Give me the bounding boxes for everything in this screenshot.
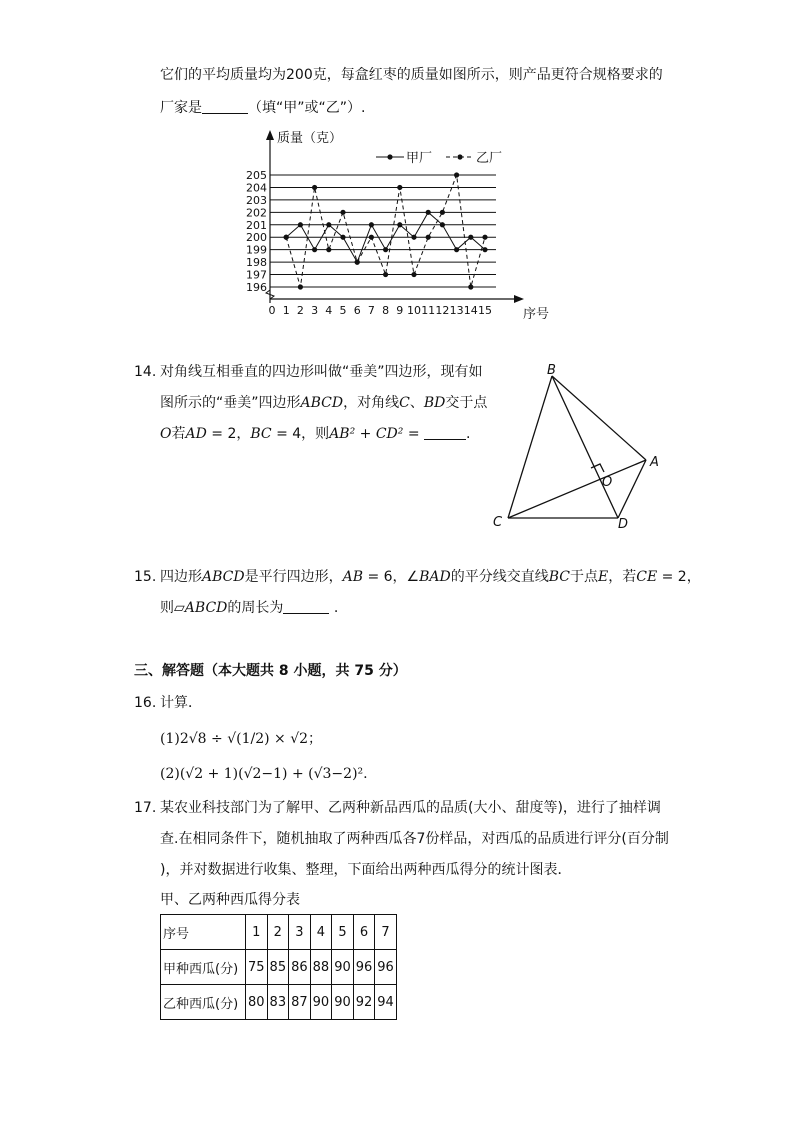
- table-cell: 94: [375, 985, 397, 1020]
- x-tick-label: 8: [382, 304, 390, 317]
- q15-l2a: 则▱: [160, 600, 185, 616]
- q17-number: 17.: [134, 800, 157, 816]
- q13-text-line2b: （填“甲”或“乙”）.: [248, 100, 366, 116]
- x-tick-label: 15: [478, 304, 492, 317]
- q14-number: 14.: [134, 364, 157, 380]
- series-1-point: [369, 222, 374, 227]
- q15-l1e: = 6，∠: [363, 569, 420, 585]
- y-tick-label: 201: [246, 218, 267, 232]
- legend-marker-1: [387, 154, 392, 159]
- x-tick-label: 4: [325, 304, 333, 317]
- x-tick-label: 10: [407, 304, 421, 317]
- q17-line2: 查.在相同条件下，随机抽取了两种西瓜各7份样品，对西瓜的品质进行评分(百分制: [160, 831, 669, 847]
- series-2-point: [369, 235, 374, 240]
- table-cell: 90: [332, 985, 354, 1020]
- y-axis-arrow: [266, 130, 274, 140]
- legend-marker-2: [457, 154, 462, 159]
- x-tick-label: 13: [449, 304, 464, 317]
- edge-BA: [552, 376, 646, 460]
- answer-blank: [202, 99, 248, 114]
- q15-l1l: CE: [636, 569, 658, 585]
- series-2-point: [468, 284, 473, 289]
- q14-l2d: C: [399, 395, 410, 411]
- q17-line1: 某农业科技部门为了解甲、乙两种新品西瓜的品质(大小、甜度等)，进行了抽样调: [160, 800, 661, 816]
- diagonal-BD: [552, 376, 618, 518]
- q15-line1: [160, 567, 701, 587]
- q16-title: 计算．: [160, 695, 202, 711]
- section-heading: 三、解答题（本大题共 8 小题，共 75 分）: [134, 663, 407, 679]
- label-C: C: [493, 515, 503, 530]
- q15-l1j: E: [598, 569, 609, 585]
- mass-line-chart: [236, 128, 566, 328]
- y-tick-label: 199: [246, 243, 267, 257]
- x-tick-label: 7: [367, 304, 375, 317]
- series-1-point: [383, 247, 388, 252]
- table-cell: 75: [246, 950, 268, 985]
- q14-l2a: 图所示的“垂美”四边形: [160, 395, 301, 411]
- chart-series: [284, 172, 488, 289]
- label-D: D: [618, 517, 629, 532]
- watermelon-score-table: [160, 914, 397, 1020]
- series-1-point: [312, 247, 317, 252]
- edge-AD: [618, 460, 646, 518]
- table-cell: 83: [267, 985, 289, 1020]
- series-2-point: [411, 272, 416, 277]
- y-tick-label: 202: [246, 206, 267, 220]
- q14-l3h: .: [466, 426, 471, 442]
- q15-answer-blank: [283, 599, 329, 614]
- series-1-point: [426, 210, 431, 215]
- series-2-point: [284, 235, 289, 240]
- table-header-row: [161, 915, 397, 950]
- q16-number: 16.: [134, 695, 157, 711]
- x-tick-label: 5: [339, 304, 347, 317]
- q15-line2: [160, 598, 338, 618]
- label-B: B: [547, 363, 556, 378]
- series-1-point: [440, 222, 445, 227]
- q15-l2b: ABCD: [184, 600, 228, 616]
- q13-text-line2a: 厂家是: [160, 100, 202, 116]
- q13-text-line1: 它们的平均质量均为200克，每盒红枣的质量如图所示，则产品更符合规格要求的: [160, 67, 663, 83]
- table-cell: 96: [353, 950, 375, 985]
- edge-CB: [508, 376, 552, 518]
- q15-l1h: BC: [548, 569, 570, 585]
- q14-answer-blank: [424, 425, 466, 440]
- chart-legend: [376, 151, 502, 166]
- y-tick-label: 203: [246, 193, 267, 207]
- series-1-point: [454, 247, 459, 252]
- legend-label-1: 甲厂: [406, 151, 433, 166]
- q14-l2f: BD: [423, 395, 446, 411]
- x-tick-label: 12: [435, 304, 450, 317]
- table-cell: 4: [310, 915, 332, 950]
- series-2-point: [340, 210, 345, 215]
- q14-line1: 对角线互相垂直的四边形叫做“垂美”四边形，现有如: [160, 364, 483, 380]
- q14-l3a: O: [160, 426, 172, 442]
- q14-l3e: BC: [250, 426, 272, 442]
- series-line-2: [286, 175, 485, 287]
- series-1-point: [411, 235, 416, 240]
- x-tick-label: 11: [421, 304, 436, 317]
- q15-l1b: ABCD: [202, 569, 245, 585]
- table-cell: 90: [332, 950, 354, 985]
- table-cell: 6: [353, 915, 375, 950]
- series-2-point: [454, 172, 459, 177]
- series-2-point: [326, 247, 331, 252]
- q15-l1m: = 2，: [657, 569, 701, 585]
- table-cell: 90: [310, 985, 332, 1020]
- q15-l1d: AB: [342, 569, 364, 585]
- x-axis-title: 序号: [523, 307, 550, 322]
- y-axis-title: 质量（克）: [277, 131, 343, 146]
- table-cell: 80: [246, 985, 268, 1020]
- y-tick-label: 198: [246, 256, 267, 270]
- q14-line2: [160, 393, 487, 413]
- table-cell: 87: [289, 985, 311, 1020]
- series-1-point: [482, 247, 487, 252]
- table-cell: 1: [246, 915, 268, 950]
- table-row: [161, 950, 397, 985]
- q14-line3: [160, 424, 470, 444]
- q16-part1: (1)2√8 ÷ √(1/2) × √2；: [160, 731, 323, 747]
- q15-l2d: .: [329, 600, 339, 616]
- q15-l1c: 是平行四边形，: [244, 569, 343, 585]
- q15-l1f: BAD: [419, 569, 451, 585]
- x-tick-label: 6: [353, 304, 361, 317]
- q15-l1k: ，若: [608, 569, 637, 585]
- label-A: A: [650, 455, 659, 470]
- x-tick-label: 3: [311, 304, 319, 317]
- table-cell: 序号: [161, 915, 246, 950]
- q14-l2g: 交于点: [445, 395, 488, 411]
- series-2-point: [426, 235, 431, 240]
- table-cell: 乙种西瓜(分): [161, 985, 246, 1020]
- q14-l2c: ，对角线: [343, 395, 400, 411]
- series-2-point: [383, 272, 388, 277]
- diagonal-AC: [508, 460, 646, 518]
- table-cell: 96: [375, 950, 397, 985]
- y-tick-label: 200: [246, 231, 267, 245]
- table-cell: 88: [310, 950, 332, 985]
- x-axis-arrow: [514, 295, 524, 303]
- q14-l3d: = 2，: [206, 426, 251, 442]
- series-1-point: [468, 235, 473, 240]
- series-2-point: [397, 185, 402, 190]
- table-cell: 甲种西瓜(分): [161, 950, 246, 985]
- q17-table-title: 甲、乙两种西瓜得分表: [160, 892, 300, 908]
- x-tick-label: 0: [268, 304, 276, 317]
- q14-quadrilateral-figure: [490, 360, 670, 535]
- q14-l3c: AD: [185, 426, 207, 442]
- q14-l2e: 、: [409, 395, 424, 411]
- table-cell: 86: [289, 950, 311, 985]
- table-cell: 5: [332, 915, 354, 950]
- q14-l3b: 若: [171, 426, 186, 442]
- table-cell: 92: [353, 985, 375, 1020]
- y-tick-label: 196: [246, 281, 267, 294]
- series-2-point: [440, 210, 445, 215]
- q15-number: 15.: [134, 569, 157, 585]
- series-1-point: [340, 235, 345, 240]
- series-1-point: [397, 222, 402, 227]
- x-tick-label: 2: [296, 304, 304, 317]
- q15-l1g: 的平分线交直线: [450, 569, 549, 585]
- q14-l2b: ABCD: [300, 395, 344, 411]
- x-tick-label: 1: [282, 304, 290, 317]
- series-1-point: [298, 222, 303, 227]
- q13-text-line2: [160, 98, 365, 118]
- table-cell: 3: [289, 915, 311, 950]
- series-2-point: [312, 185, 317, 190]
- series-2-point: [355, 260, 360, 265]
- series-2-point: [482, 235, 487, 240]
- table-cell: 7: [375, 915, 397, 950]
- legend-label-2: 乙厂: [476, 151, 503, 166]
- y-tick-label: 204: [246, 181, 267, 195]
- label-O: O: [602, 475, 613, 490]
- q15-l1i: 于点: [570, 569, 598, 585]
- y-tick-label: 197: [246, 268, 267, 282]
- y-tick-label: 205: [246, 169, 267, 182]
- table-cell: 2: [267, 915, 289, 950]
- x-tick-label: 14: [463, 304, 478, 317]
- series-2-point: [298, 284, 303, 289]
- q17-line3: )，并对数据进行收集、整理，下面给出两种西瓜得分的统计图表．: [160, 862, 572, 878]
- series-1-point: [326, 222, 331, 227]
- q15-l2c: 的周长为: [227, 600, 284, 616]
- q16-part2: (2)(√2 + 1)(√2−1) + (√3−2)².: [160, 766, 368, 782]
- table-cell: 85: [267, 950, 289, 985]
- table-row: [161, 985, 397, 1020]
- x-tick-label: 9: [396, 304, 404, 317]
- q14-l3g: AB² + CD² =: [329, 426, 425, 442]
- q14-l3f: = 4，则: [271, 426, 330, 442]
- q15-l1a: 四边形: [160, 569, 202, 585]
